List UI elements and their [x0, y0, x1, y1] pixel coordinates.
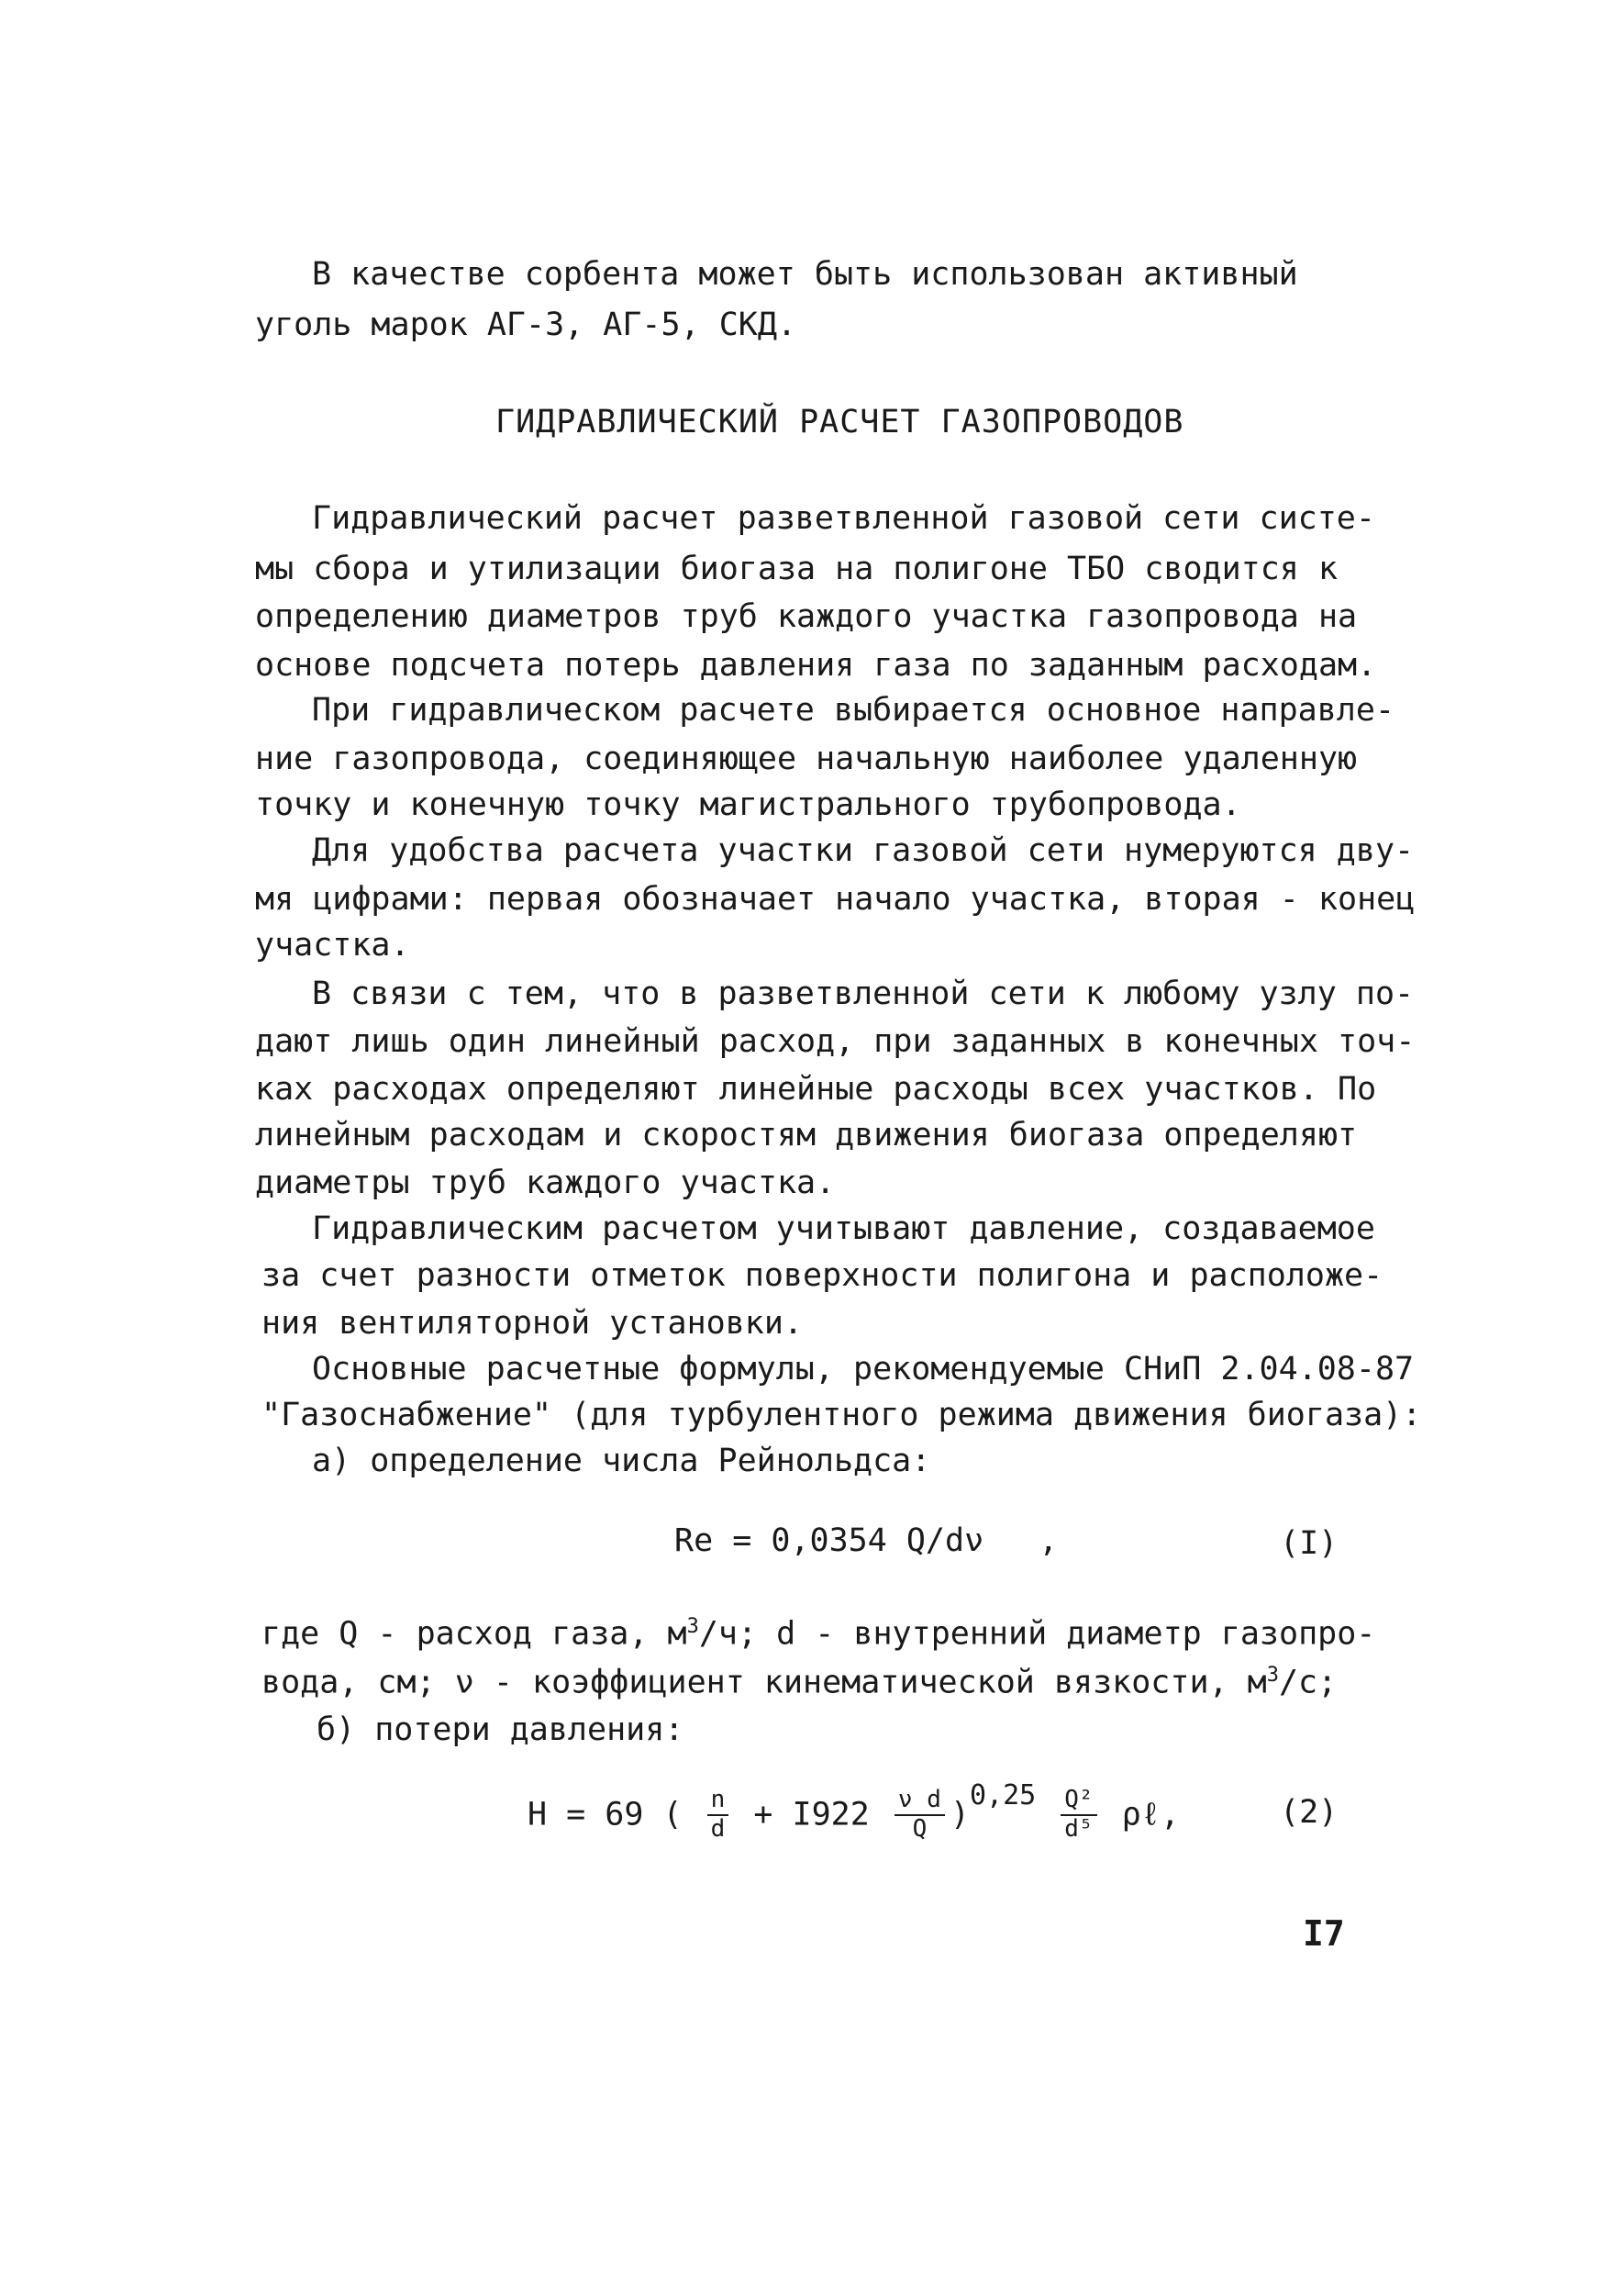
body-line: основе подсчета потерь давления газа по заданным расходам.	[255, 647, 1377, 684]
formula2-close: )	[950, 1796, 970, 1833]
body-line: диаметры труб каждого участка.	[255, 1165, 836, 1201]
formula-reynolds	[674, 1522, 1059, 1559]
formula2-tail: ρℓ,	[1121, 1796, 1180, 1833]
body-line: Гидравлический расчет разветвленной газовой сети систе-	[312, 500, 1375, 537]
equation-number-2: (2)	[1280, 1794, 1339, 1831]
body-line: Гидравлическим расчетом учитывают давление, создаваемое	[312, 1210, 1375, 1247]
fraction-q2-over-d5: $\frac{\text{Q²}}{\text{d⁵}}$	[1061, 1787, 1096, 1844]
equation-number-1: (I)	[1280, 1525, 1339, 1562]
page-number: I7	[1303, 1913, 1345, 1954]
formula-reynolds-text: Re = 0,0354 Q/dν	[674, 1522, 984, 1559]
body-line: мы сбора и утилизации биогаза на полигоне ТБО сводится к	[255, 551, 1339, 587]
body-line: за счет разности отметок поверхности полигона и расположе-	[261, 1257, 1383, 1294]
body-line: Для удобства расчета участки газовой сети нумеруются дву-	[312, 832, 1415, 869]
formula-pressure-loss	[528, 1779, 1180, 1844]
body-line: ние газопровода, соединяющее начальную наиболее удаленную	[255, 741, 1358, 777]
where-line-2: вода, см; ν - коэффициент кинематической вязкости, $м^3/с$;	[261, 1664, 1338, 1701]
intro-line-2: уголь марок АГ-3, АГ-5, СКД.	[255, 307, 797, 343]
body-line: участка.	[255, 927, 410, 964]
intro-line-1: В качестве сорбента может быть использован активный	[312, 256, 1298, 293]
section-heading: ГИДРАВЛИЧЕСКИЙ РАСЧЕТ ГАЗОПРОВОДОВ	[495, 404, 1184, 440]
fraction-n-over-d: $\frac{n}{d}$	[707, 1787, 729, 1844]
formula2-exponent: 0,25	[969, 1779, 1037, 1811]
formula2-plus: + I922	[753, 1796, 870, 1833]
body-line: линейным расходам и скоростям движения биогаза определяют	[255, 1117, 1358, 1154]
body-line: дают лишь один линейный расход, при заданных в конечных точ-	[255, 1023, 1416, 1060]
body-line: определению диаметров труб каждого участка газопровода на	[255, 598, 1358, 635]
body-line: ния вентиляторной установки.	[261, 1305, 804, 1342]
body-line: Основные расчетные формулы, рекомендуемые СНиП 2.04.08-87	[312, 1351, 1415, 1388]
body-line: В связи с тем, что в разветвленной сети к любому узлу по-	[312, 975, 1415, 1012]
formula-reynolds-comma: ,	[1039, 1522, 1059, 1559]
body-line: "Газоснабжение" (для турбулентного режима движения биогаза):	[261, 1397, 1422, 1433]
where-line-3: б) потери давления:	[317, 1711, 684, 1748]
body-line: ках расходах определяют линейные расходы всех участков. По	[255, 1071, 1377, 1108]
body-line: точку и конечную точку магистрального трубопровода.	[255, 786, 1241, 823]
formula2-lead: H = 69 (	[528, 1796, 683, 1833]
where-line-1: где Q - расход газа, $м^3/ч$; d - внутренний диаметр газопро-	[261, 1615, 1376, 1653]
body-line: а) определение числа Рейнольдса:	[312, 1443, 931, 1479]
body-line: При гидравлическом расчете выбирается основное направле-	[312, 692, 1395, 729]
fraction-nu-d-over-q: $\frac{\text{ν d}}{Q}$	[894, 1787, 945, 1844]
body-line: мя цифрами: первая обозначает начало участка, вторая - конец	[255, 881, 1416, 918]
